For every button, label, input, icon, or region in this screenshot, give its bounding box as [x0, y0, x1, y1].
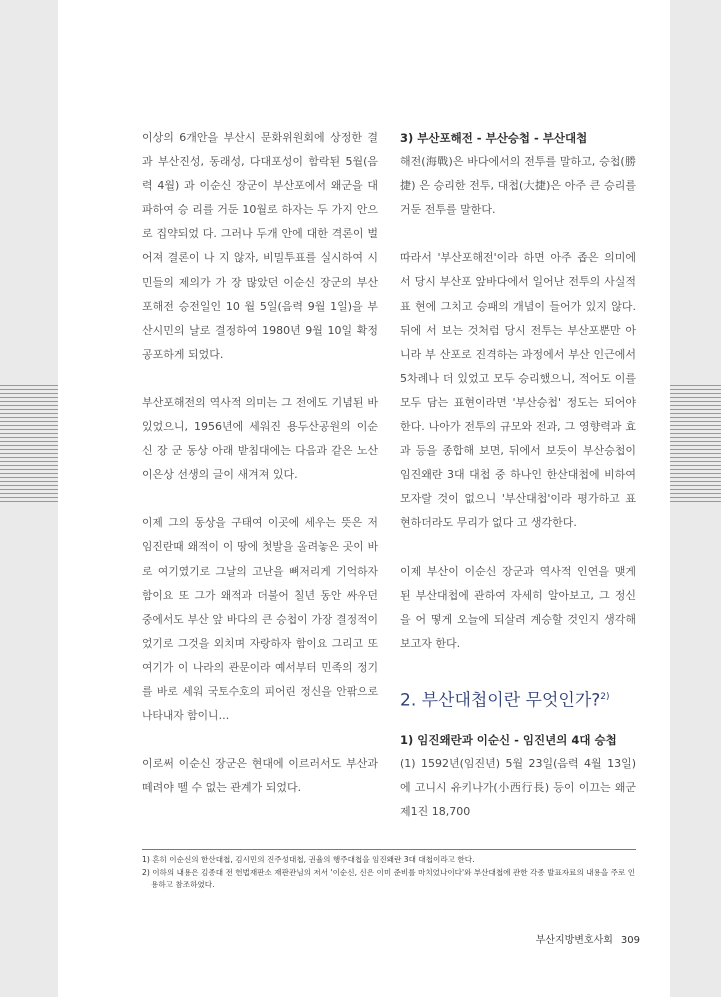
paragraph: 해전(海戰)은 바다에서의 전투를 말하고, 승첩(勝捷) 은 승리한 전투, 대첩(大捷)은 아주 큰 승리를 거둔 전투를 말한다. — [400, 155, 636, 217]
subsection-heading: 1) 임진왜란과 이순신 - 임진년의 4대 승첩 — [400, 732, 617, 747]
paragraph: 따라서 '부산포해전'이라 하면 아주 좁은 의미에서 당시 부산포 앞바다에서 일어난 전투의 사실적 표 현에 그치고 승패의 개념이 들어가 있지 않다. 뒤에 서 보는 것처럼 당시 전투는 부산포뿐만 아니라 부 산포로 진격하는 과정에서 부산 인근에서 5차례나 더 있었고 모두 승리했으니, 적어도 이를 모두 담는 표현이라면 '부산승첩' 정도는 되어야 한다. 나아가 전투의 규모와 전과, 그 영향력과 효과 등을 종합해 보면, 뒤에서 보듯이 부산승첩이 임진왜란 3대 대첩 중 하나인 한산대첩에 비하여 모자랄 것이 없으니 '부산대첩'이라 평가하고 표현하더라도 무리가 없다 고 생각한다. — [400, 251, 637, 530]
paragraph: 부산포해전의 역사적 의미는 그 전에도 기념된 바 있었으니, 1956년에 세워진 용두산공원의 이순신 장 군 동상 아래 받침대에는 다음과 같은 노산 이은상 선생의 글이 새겨져 있다. — [142, 395, 378, 482]
footnote-1: 1) 흔히 이순신의 한산대첩, 김시민의 진주성대첩, 권율의 행주대첩을 임진왜란 3대 대첩이라고 한다. — [142, 855, 475, 864]
paragraph: (1) 1592년(임진년) 5월 23일(음력 4월 13일)에 고니시 유키나가(小西行長) 등이 이끄는 왜군 제1진 18,700 — [400, 756, 636, 818]
footnotes — [142, 849, 636, 892]
footnote-ref: 2) — [600, 691, 610, 702]
decorative-stripes-right — [670, 385, 721, 503]
right-column — [400, 126, 636, 824]
paragraph: 이제 부산이 이순신 장군과 역사적 인연을 맺게 된 부산대첩에 관하여 자세히 알아보고, 그 정신을 어 떻게 오늘에 되살려 계승할 것인지 생각해 보고자 한다. — [400, 564, 637, 650]
left-column — [142, 126, 378, 800]
paragraph: 이상의 6개안을 부산시 문화위원회에 상정한 결과 부산진성, 동래성, 다대포성이 함락된 5월(음력 4월) 과 이순신 장군이 부산포에서 왜군을 대파하여 승 리를 거둔 10월로 하자는 두 가지 안으로 집약되었 다. 그러나 두개 안에 대한 격론이 벌어져 결론이 나 지 않자, 비밀투표를 실시하여 시민들의 제의가 가 장 많았던 이순신 장군의 부산포해전 승전일인 10 월 5일(음력 9월 1일)을 부산시민의 날로 결정하여 1980년 9월 10일 확정 공포하게 되었다. — [142, 131, 379, 361]
page-footer — [520, 931, 640, 946]
section-title: 2. 부산대첩이란 무엇인가?$^{2)}$ — [400, 690, 610, 711]
page-number: 309 — [620, 935, 640, 946]
inscription-quote: 이제 그의 동상을 구태여 이곳에 세우는 뜻은 저 임진란때 왜적이 이 땅에 첫발을 올려놓은 곳이 바 로 여기였기로 그날의 고난을 뼈저리게 기억하자 함이요 또 그가 왜적과 더불어 칠년 동안 싸우던 중에서도 부산 앞 바다의 큰 승첩이 가장 결정적이 었기로 그것을 외치며 자랑하자 함이요 그리고 또 여기가 이 나라의 관문이라 예서부터 민족의 정기 를 바로 세워 국토수호의 피어린 정신을 안팎으로 나타내자 함이니… — [142, 516, 378, 723]
publisher-name: 부산지방변호사회 — [535, 935, 613, 946]
paragraph: 이로써 이순신 장군은 현대에 이르러서도 부산과 떼려야 뗄 수 없는 관계가 되었다. — [142, 757, 378, 795]
subsection-heading: 3) 부산포해전 - 부산승첩 - 부산대첩 — [400, 131, 588, 145]
decorative-stripes-left — [0, 385, 58, 503]
footnote-2: 2) 이하의 내용은 김종대 전 헌법재판소 재판관님의 저서 '이순신, 신은 이미 준비를 마치었나이다'와 부산대첩에 관한 각종 발표자료의 내용을 주로 인용하고 참조하였다. — [142, 867, 636, 889]
